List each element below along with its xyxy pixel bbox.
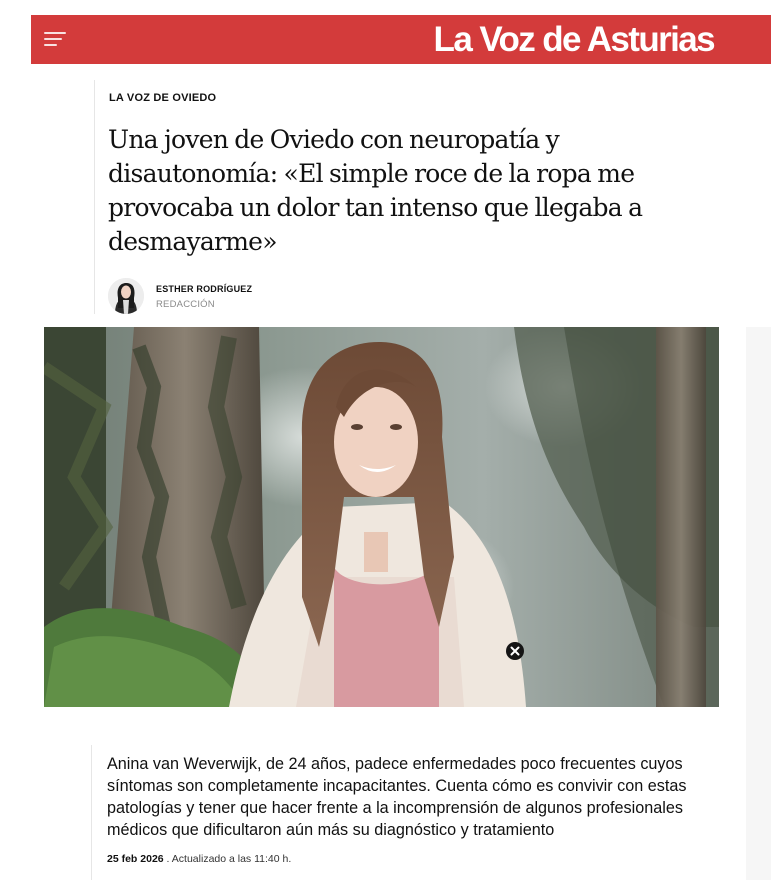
author-avatar[interactable] <box>108 278 144 314</box>
section-label[interactable]: LA VOZ DE OVIEDO <box>109 92 217 104</box>
author-role: REDACCIÓN <box>156 299 215 310</box>
article-header <box>94 80 694 314</box>
article-lead-block <box>91 745 731 880</box>
site-header <box>31 15 771 64</box>
hamburger-menu-icon[interactable] <box>44 32 66 46</box>
publish-date: 25 feb 2026 <box>107 853 164 865</box>
updated-time: . Actualizado a las 11:40 h. <box>166 853 292 865</box>
article-lead: Anina van Weverwijk, de 24 años, padece enfermedades poco frecuentes cuyos síntomas son completamente incapacitantes. Cuenta cómo es convivir con estas patologías y tener que hacer frente a la incomprensión de algunos profesionales médicos que dificultaron aún más su diagnóstico y tratamiento <box>107 755 687 839</box>
close-icon[interactable] <box>506 642 524 660</box>
article-headline: Una joven de Oviedo con neuropatía y disautonomía: «El simple roce de la ropa me provocaba un dolor tan intenso que llegaba a desmayarme» <box>108 125 643 256</box>
author-name[interactable]: ESTHER RODRÍGUEZ <box>156 284 253 294</box>
article-photo <box>44 327 719 707</box>
dateline <box>107 853 291 865</box>
site-logo[interactable]: La Voz de Asturias <box>433 20 714 59</box>
right-rail <box>746 327 771 880</box>
